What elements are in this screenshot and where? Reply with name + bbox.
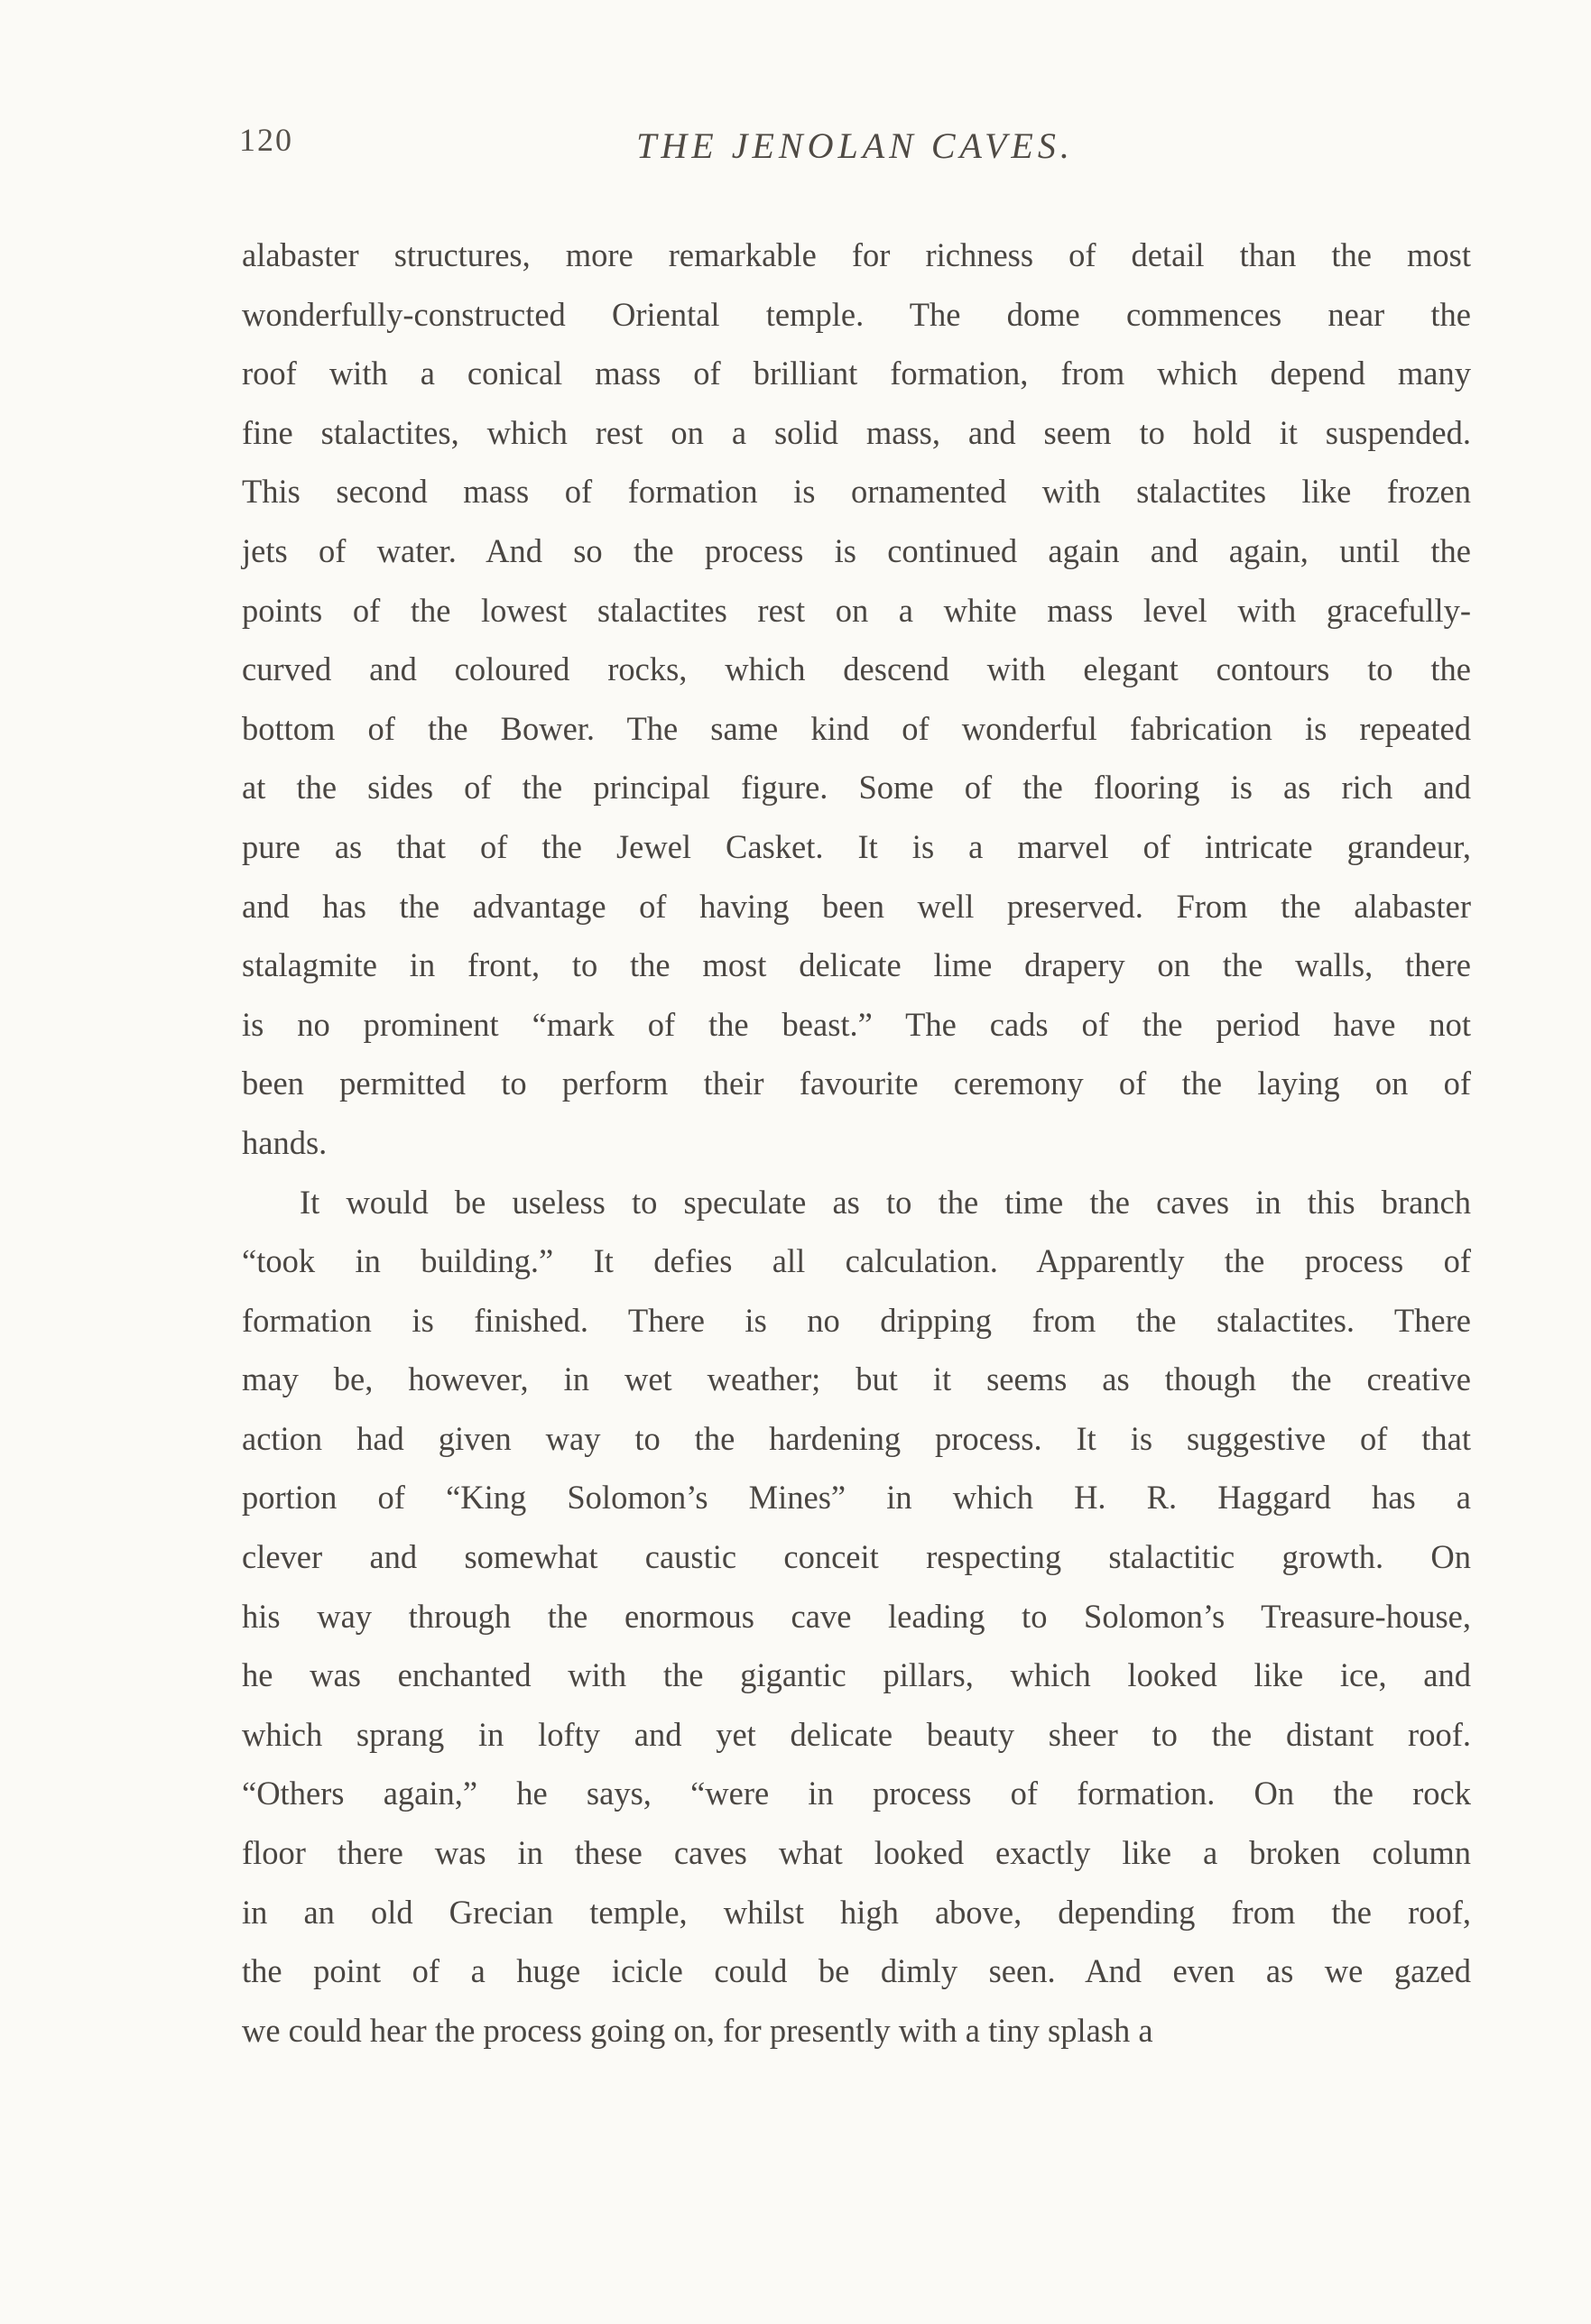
text-line: “Others again,” he says, “were in process of formation. On the rock	[242, 1775, 1471, 1812]
text-line: and has the advantage of having been well preserved. From the alabaster	[242, 887, 1471, 925]
text-line: we could hear the process going on, for presently with a tiny splash a	[242, 2011, 1153, 2049]
text-line: his way through the enormous cave leading to Solomon’s Treasure-house,	[242, 1597, 1471, 1635]
text-line: is no prominent “mark of the beast.” The cads of the period have not	[242, 1005, 1471, 1043]
text-line: It would be useless to speculate as to the time the caves in this branch	[300, 1183, 1471, 1221]
text-line: formation is finished. There is no dripping from the stalactites. There	[242, 1301, 1471, 1339]
text-line: he was enchanted with the gigantic pillars, which looked like ice, and	[242, 1656, 1471, 1694]
text-line: which sprang in lofty and yet delicate beauty sheer to the distant roof.	[242, 1715, 1471, 1753]
text-line: stalagmite in front, to the most delicate lime drapery on the walls, there	[242, 946, 1471, 984]
text-line: “took in building.” It defies all calculation. Apparently the process of	[242, 1242, 1471, 1280]
text-line: pure as that of the Jewel Casket. It is a marvel of intricate grandeur,	[242, 827, 1471, 865]
page-number: 120	[239, 122, 293, 158]
paragraph	[242, 1173, 1471, 2061]
text-line: bottom of the Bower. The same kind of wonderful fabrication is repeated	[242, 709, 1471, 747]
text-line: roof with a conical mass of brilliant formation, from which depend many	[242, 355, 1471, 392]
text-line: the point of a huge icicle could be dimly seen. And even as we gazed	[242, 1952, 1471, 1990]
text-line: floor there was in these caves what looked exactly like a broken column	[242, 1834, 1471, 1872]
text-line: alabaster structures, more remarkable for richness of detail than the most	[242, 236, 1471, 273]
text-line: wonderfully-constructed Oriental temple. The dome commences near the	[242, 295, 1471, 333]
text-line: action had given way to the hardening process. It is suggestive of that	[242, 1419, 1471, 1457]
text-line: portion of “King Solomon’s Mines” in which H. R. Haggard has a	[242, 1479, 1471, 1517]
running-title: THE JENOLAN CAVES.	[636, 125, 1074, 166]
text-line: fine stalactites, which rest on a solid mass, and seem to hold it suspended.	[242, 413, 1471, 451]
text-line: hands.	[242, 1123, 328, 1161]
text-line: This second mass of formation is ornamented with stalactites like frozen	[242, 473, 1471, 511]
text-line: clever and somewhat caustic conceit respecting stalactitic growth. On	[242, 1538, 1471, 1576]
paragraph	[242, 226, 1471, 1173]
text-line: jets of water. And so the process is continued again and again, until the	[242, 531, 1471, 569]
text-line: been permitted to perform their favourite ceremony of the laying on of	[242, 1065, 1471, 1102]
page-header	[239, 115, 1471, 170]
text-line: may be, however, in wet weather; but it seems as though the creative	[242, 1360, 1471, 1398]
body-text	[242, 226, 1471, 2060]
text-line: points of the lowest stalactites rest on a white mass level with gracefully-	[242, 591, 1471, 629]
text-line: in an old Grecian temple, whilst high above, depending from the roof,	[242, 1893, 1471, 1931]
text-line: curved and coloured rocks, which descend with elegant contours to the	[242, 650, 1471, 688]
text-line: at the sides of the principal figure. Some of the flooring is as rich and	[242, 769, 1471, 807]
